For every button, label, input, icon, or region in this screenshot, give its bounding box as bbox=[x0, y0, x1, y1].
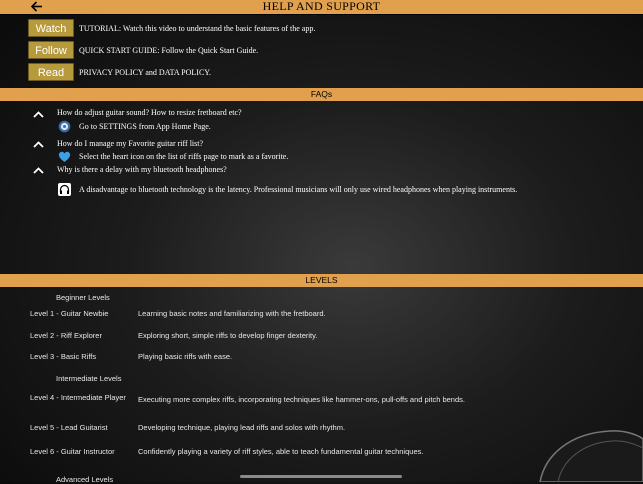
read-button[interactable]: Read bbox=[28, 63, 74, 81]
level-name: Level 3 - Basic Riffs bbox=[30, 352, 97, 361]
level-group-label: Intermediate Levels bbox=[56, 374, 122, 383]
level-name: Level 2 - Riff Explorer bbox=[30, 331, 102, 340]
faq-question[interactable]: How do I manage my Favorite guitar riff list? bbox=[57, 139, 204, 148]
level-name: Level 1 - Guitar Newbie bbox=[30, 309, 109, 318]
home-indicator[interactable] bbox=[240, 475, 402, 478]
faq-answer: Select the heart icon on the list of riffs page to mark as a favorite. bbox=[79, 152, 289, 161]
level-description: Learning basic notes and familiarizing with the fretboard. bbox=[138, 309, 326, 318]
quick-start-description: QUICK START GUIDE: Follow the Quick Start Guide. bbox=[79, 46, 259, 55]
chevron-up-icon[interactable] bbox=[33, 111, 44, 118]
page-title: HELP AND SUPPORT bbox=[262, 0, 381, 13]
level-description: Exploring short, simple riffs to develop finger dexterity. bbox=[138, 331, 318, 340]
watch-button[interactable]: Watch bbox=[28, 19, 74, 37]
faq-question[interactable]: How do adjust guitar sound? How to resize fretboard etc? bbox=[57, 108, 242, 117]
levels-header: LEVELS bbox=[0, 274, 643, 287]
level-description: Playing basic riffs with ease. bbox=[138, 352, 233, 361]
faq-question[interactable]: Why is there a delay with my bluetooth headphones? bbox=[57, 165, 227, 174]
level-name: Level 4 - Intermediate Player bbox=[30, 393, 126, 402]
level-name: Level 6 - Guitar Instructor bbox=[30, 447, 115, 456]
headphones-icon bbox=[58, 183, 71, 196]
heart-icon bbox=[58, 150, 71, 163]
privacy-policy-description: PRIVACY POLICY and DATA POLICY. bbox=[79, 68, 212, 77]
faq-answer: A disadvantage to bluetooth technology is the latency. Professional musicians will only use wired headphones when playing instruments. bbox=[79, 185, 518, 194]
header-bar bbox=[0, 0, 643, 15]
tutorial-description: TUTORIAL: Watch this video to understand the basic features of the app. bbox=[79, 24, 316, 33]
level-group-label: Beginner Levels bbox=[56, 293, 110, 302]
level-description: Executing more complex riffs, incorporating techniques like hammer-ons, pull-offs and pitch bends. bbox=[138, 395, 465, 404]
level-name: Level 5 - Lead Guitarist bbox=[30, 423, 108, 432]
level-description: Developing technique, playing lead riffs and solos with rhythm. bbox=[138, 423, 346, 432]
gear-icon bbox=[58, 120, 71, 133]
chevron-up-icon[interactable] bbox=[33, 141, 44, 148]
follow-button[interactable]: Follow bbox=[28, 41, 74, 59]
level-description: Confidently playing a variety of riff styles, able to teach fundamental guitar techniques. bbox=[138, 447, 424, 456]
faqs-header: FAQs bbox=[0, 88, 643, 101]
faq-answer: Go to SETTINGS from App Home Page. bbox=[79, 122, 211, 131]
level-group-label: Advanced Levels bbox=[56, 475, 114, 484]
chevron-up-icon[interactable] bbox=[33, 167, 44, 174]
guitar-body-image bbox=[500, 425, 643, 482]
